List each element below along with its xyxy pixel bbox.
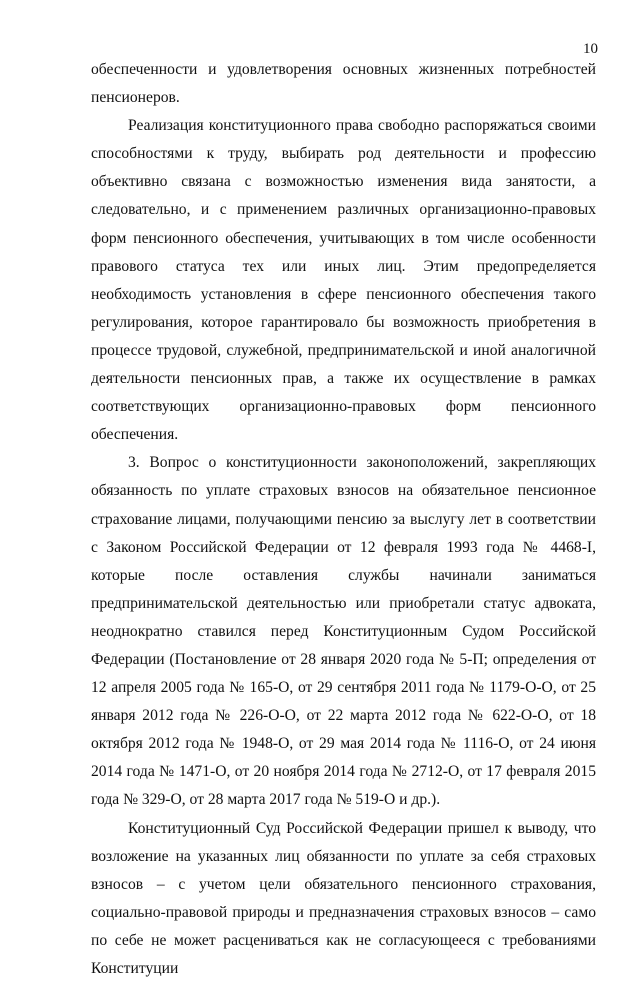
- paragraph: Конституционный Суд Российской Федерации пришел к выводу, что возложение на указанных лиц обязанности по уплате за себя страховых взносов – с учетом цели обязательного пенсионного страхования, социально-правовой природы и предназначения страховых взносов – само по себе не может расцениваться как не согласующееся с требованиями Конституции: [91, 819, 596, 977]
- page-number: 10: [583, 41, 598, 57]
- paragraph-continuation: обеспеченности и удовлетворения основных жизненных потребностей пенсионеров.: [91, 61, 596, 107]
- document-body: [91, 56, 596, 983]
- paragraph: 3. Вопрос о конституционности законоположений, закрепляющих обязанность по уплате страховых взносов на обязательное пенсионное страхование лицами, получающими пенсию за выслугу лет в соответствии с Законом Российской Федерации от 12 февраля 1993 года № 4468-I, которые после оставления службы начинали заниматься предпринимательской деятельностью или приобретали статус адвоката, неоднократно ставился перед Конституционным Судом Российской Федерации (Постановление от 28 января 2020 года № 5-П; определения от 12 апреля 2005 года № 165-О, от 29 сентября 2011 года № 1179-О-О, от 25 января 2012 года № 226-О-О, от 22 марта 2012 года № 622-О-О, от 18 октября 2012 года № 1948-О, от 29 мая 2014 года № 1116-О, от 24 июня 2014 года № 1471-О, от 20 ноября 2014 года № 2712-О, от 17 февраля 2015 года № 329-О, от 28 марта 2017 года № 519-О и др.).: [91, 454, 596, 809]
- paragraph: Реализация конституционного права свободно распоряжаться своими способностями к труду, выбирать род деятельности и профессию объективно связана с возможностью изменения вида занятости, а следовательно, и с применением различных организационно-правовых форм пенсионного обеспечения, учитывающих в том числе особенности правового статуса тех или иных лиц. Этим предопределяется необходимость установления в сфере пенсионного обеспечения такого регулирования, которое гарантировало бы возможность приобретения в процессе трудовой, служебной, предпринимательской и иной аналогичной деятельности пенсионных прав, а также их осуществление в рамках соответствующих организационно-правовых форм пенсионного обеспечения.: [91, 117, 596, 444]
